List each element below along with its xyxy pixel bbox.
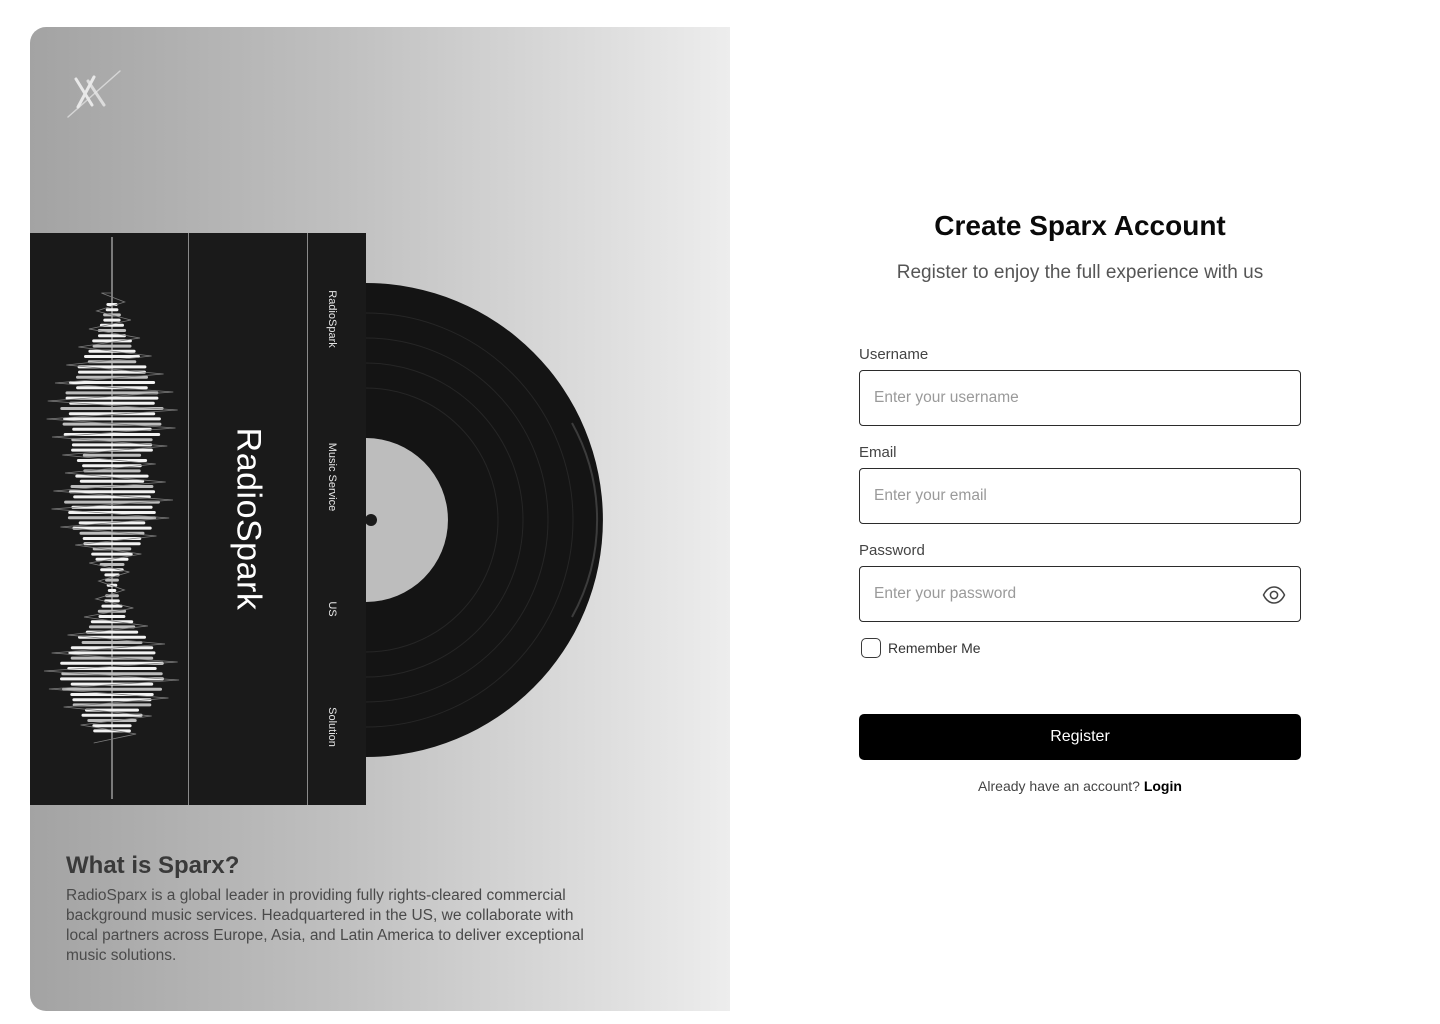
waveform-graphic <box>30 233 188 805</box>
username-label: Username <box>859 346 929 363</box>
hero-panel <box>30 27 730 1011</box>
about-section <box>66 852 606 966</box>
sparx-logo-icon <box>64 65 124 121</box>
email-label: Email <box>859 444 897 461</box>
cover-label-solution: Solution <box>326 707 338 747</box>
email-field-box <box>859 468 1301 524</box>
page-title: Create Sparx Account <box>934 210 1226 241</box>
password-input[interactable] <box>860 567 1300 621</box>
cover-label-radiospark: RadioSpark <box>326 290 338 348</box>
about-text: RadioSparx is a global leader in providing fully rights-cleared commercial background music services. Headquartered in the US, we collaborate with local partners across Europe, Asia, and Latin America to deliver exceptional music solutions. <box>66 887 584 964</box>
page-subtitle: Register to enjoy the full experience with us <box>896 262 1264 283</box>
login-prompt <box>859 778 1301 794</box>
login-prompt-text: Already have an account? <box>978 778 1140 794</box>
password-label: Password <box>859 542 925 559</box>
cover-label-us: US <box>326 601 338 617</box>
eye-icon[interactable] <box>1262 583 1286 607</box>
about-title: What is Sparx? <box>66 852 240 879</box>
remember-me-label: Remember Me <box>888 640 981 656</box>
register-button[interactable]: Register <box>859 714 1301 760</box>
cover-brand: RadioSpark <box>229 427 268 611</box>
cover-divider <box>188 233 189 805</box>
cover-label-music-service: Music Service <box>326 442 338 512</box>
vinyl-record <box>366 283 610 757</box>
remember-me-checkbox[interactable] <box>861 638 881 658</box>
username-input[interactable] <box>860 371 1300 425</box>
cover-divider <box>307 233 308 805</box>
username-field-box <box>859 370 1301 426</box>
album-cover <box>30 233 366 805</box>
register-form <box>859 210 1301 794</box>
login-link[interactable]: Login <box>1143 778 1182 794</box>
remember-me-row <box>859 638 1301 658</box>
password-field-box <box>859 566 1301 622</box>
email-input[interactable] <box>860 469 1300 523</box>
